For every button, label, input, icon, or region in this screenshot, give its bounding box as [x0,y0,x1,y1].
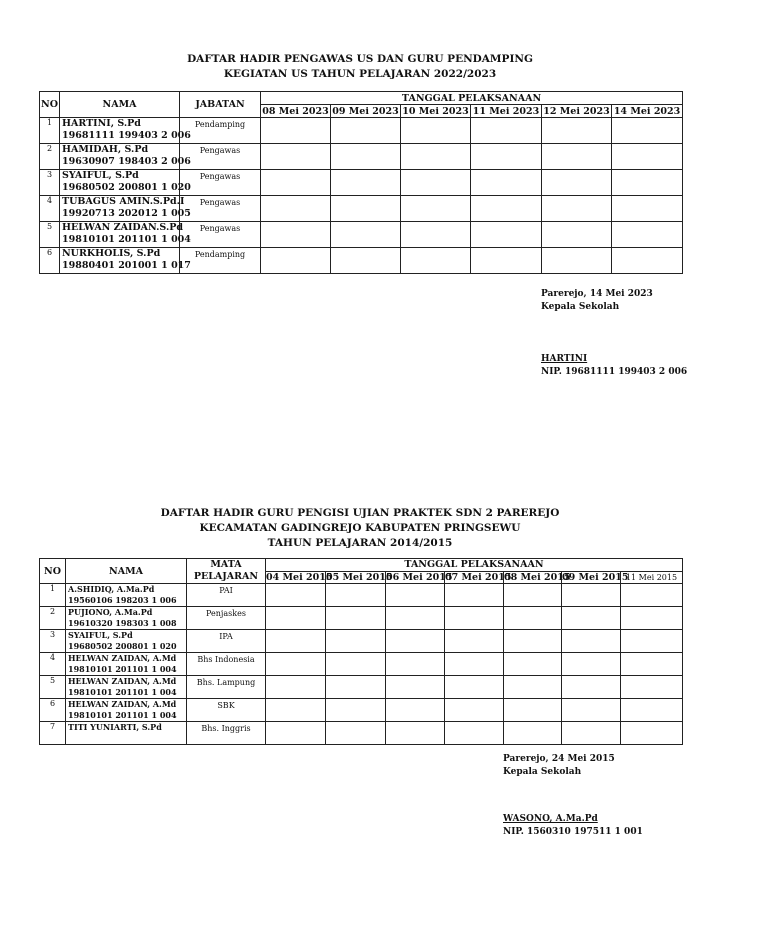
doc2-header-tanggal: TANGGAL PELAKSANAAN [266,559,683,572]
doc1-title-line2: KEGIATAN US TAHUN PELAJARAN 2022/2023 [223,68,497,80]
doc1-table-row [40,196,683,222]
doc2-attendance-table [39,558,683,745]
signature-cell[interactable] [261,196,331,222]
signature-cell[interactable] [445,630,504,653]
signature-cell[interactable] [621,607,683,630]
doc2-title-line1: DAFTAR HADIR GURU PENGISI UJIAN PRAKTEK SDN 2 PAREREJO [160,507,560,519]
signature-cell[interactable] [471,118,542,144]
doc1-table-row [40,248,683,274]
doc2-title-line3: TAHUN PELAJARAN 2014/2015 [267,537,453,549]
signature-name: WASONO, A.Ma.Pd [503,814,598,824]
row-number: 5 [40,676,66,699]
teacher-name: HELWAN ZAIDAN, A.Md [68,699,177,709]
teacher-nip: 19810101 201101 1 004 [68,664,177,674]
teacher-name: SYAIFUL, S.Pd [68,630,133,640]
teacher-nip: 19880401 201001 1 017 [62,260,191,271]
teacher-cell [66,676,187,699]
signature-cell[interactable] [504,653,562,676]
signature-cell[interactable] [266,584,326,607]
mapel-cell: SBK [187,699,266,722]
teacher-cell [66,630,187,653]
signature-cell[interactable] [386,607,445,630]
signature-cell[interactable] [266,722,326,745]
signature-cell[interactable] [401,196,471,222]
signature-cell[interactable] [542,170,612,196]
signature-cell[interactable] [326,722,386,745]
teacher-name: PUJIONO, A.Ma.Pd [68,607,153,617]
doc2-date-header: 05 Mei 2015 [326,571,393,583]
signature-role: Kepala Sekolah [503,767,582,777]
doc2-table-row [40,699,683,722]
doc2-table-row [40,722,683,745]
signature-cell[interactable] [612,170,683,196]
signature-cell[interactable] [612,118,683,144]
doc1-table-row [40,170,683,196]
teacher-cell [66,584,187,607]
doc1-table-row [40,144,683,170]
doc2-header-mapel [187,559,266,584]
teacher-cell [66,607,187,630]
signature-place-date: Parerejo, 14 Mei 2023 [541,289,653,299]
mapel-cell: Bhs. Inggris [187,722,266,745]
signature-cell[interactable] [504,676,562,699]
signature-place-date: Parerejo, 24 Mei 2015 [503,754,615,764]
signature-cell[interactable] [504,607,562,630]
signature-cell[interactable] [401,248,471,274]
jabatan-cell: Pendamping [180,248,261,274]
signature-cell[interactable] [621,699,683,722]
signature-cell[interactable] [386,630,445,653]
row-number: 7 [40,722,66,745]
signature-cell[interactable] [331,196,401,222]
signature-cell[interactable] [266,630,326,653]
mapel-cell: Bhs. Lampung [187,676,266,699]
jabatan-cell: Pengawas [180,222,261,248]
mapel-cell: PAI [187,584,266,607]
signature-cell[interactable] [612,248,683,274]
signature-cell[interactable] [562,722,621,745]
signature-cell[interactable] [266,607,326,630]
teacher-name: HARTINI, S.Pd [62,118,141,129]
signature-cell[interactable] [471,222,542,248]
doc1-header-tanggal: TANGGAL PELAKSANAAN [261,92,683,105]
row-number: 2 [40,607,66,630]
teacher-cell [60,196,191,222]
signature-cell[interactable] [445,699,504,722]
teacher-cell [60,222,191,248]
signature-cell[interactable] [445,653,504,676]
signature-cell[interactable] [562,607,621,630]
doc2-table-row [40,676,683,699]
signature-cell[interactable] [386,722,445,745]
signature-cell[interactable] [266,653,326,676]
signature-cell[interactable] [504,584,562,607]
signature-cell[interactable] [261,144,331,170]
teacher-cell [66,699,187,722]
row-number: 4 [40,196,60,222]
teacher-cell [66,653,187,676]
doc2-date-header: 07 Mei 2015 [445,571,512,583]
signature-cell[interactable] [331,248,401,274]
mapel-cell: Penjaskes [187,607,266,630]
doc1-date-header: 14 Mei 2023 [612,105,683,118]
jabatan-cell: Pengawas [180,170,261,196]
doc2-date-header: 06 Mei 2015 [386,571,453,583]
doc2-table-row [40,607,683,630]
signature-cell[interactable] [261,248,331,274]
doc1-date-header: 09 Mei 2023 [332,105,399,117]
doc1-date-header: 11 Mei 2023 [471,105,542,118]
signature-cell[interactable] [326,584,386,607]
signature-cell[interactable] [326,699,386,722]
signature-cell[interactable] [621,676,683,699]
row-number: 5 [40,222,60,248]
teacher-nip: 19810101 201101 1 004 [68,687,177,697]
teacher-cell [60,118,191,144]
signature-cell[interactable] [445,584,504,607]
doc2-title-line2: KECAMATAN GADINGREJO KABUPATEN PRINGSEWU [199,522,521,534]
signature-cell[interactable] [621,722,683,745]
teacher-cell [60,248,191,274]
doc2-signature-block [503,753,643,839]
signature-cell[interactable] [386,676,445,699]
signature-cell[interactable] [612,222,683,248]
doc1-header-no: NO [40,92,60,118]
row-number: 2 [40,144,60,170]
signature-cell[interactable] [542,118,612,144]
teacher-name: HAMIDAH, S.Pd [62,144,149,155]
doc2-header-mapel-line1: MATA [210,559,242,570]
doc2-table-row [40,630,683,653]
signature-cell[interactable] [261,222,331,248]
teacher-nip: 19680502 200801 1 020 [68,641,177,651]
signature-cell[interactable] [621,584,683,607]
signature-cell[interactable] [445,722,504,745]
mapel-cell: IPA [187,630,266,653]
teacher-nip: 19680502 200801 1 020 [62,182,191,193]
signature-cell[interactable] [471,248,542,274]
teacher-nip: 19610320 198303 1 008 [68,618,177,628]
teacher-nip: 19810101 201101 1 004 [62,234,191,245]
signature-cell[interactable] [386,584,445,607]
signature-cell[interactable] [401,170,471,196]
jabatan-cell: Pengawas [180,144,261,170]
teacher-nip: 19920713 202012 1 005 [62,208,191,219]
signature-cell[interactable] [386,653,445,676]
signature-cell[interactable] [471,170,542,196]
doc1-signature-block [541,288,687,379]
teacher-cell [60,144,191,170]
signature-cell[interactable] [331,222,401,248]
teacher-name: HELWAN ZAIDAN.S.Pd [62,222,184,233]
signature-cell[interactable] [471,144,542,170]
doc1-title [0,52,720,82]
row-number: 6 [40,699,66,722]
teacher-name: TUBAGUS AMIN.S.Pd.I [62,196,185,207]
signature-cell[interactable] [266,699,326,722]
row-number: 3 [40,170,60,196]
doc2-table-row [40,584,683,607]
signature-cell[interactable] [331,118,401,144]
teacher-name: HELWAN ZAIDAN, A.Md [68,653,177,663]
doc1-title-line1: DAFTAR HADIR PENGAWAS US DAN GURU PENDAMPING [187,53,533,65]
jabatan-cell: Pengawas [180,196,261,222]
doc1-date-header: 12 Mei 2023 [543,105,610,117]
teacher-nip: 19560106 198203 1 006 [68,595,177,605]
signature-cell[interactable] [261,118,331,144]
row-number: 3 [40,630,66,653]
signature-cell[interactable] [331,170,401,196]
signature-cell[interactable] [331,144,401,170]
signature-cell[interactable] [471,196,542,222]
doc2-date-header: 04 Mei 2015 [266,571,333,583]
jabatan-cell: Pendamping [180,118,261,144]
doc2-table-row [40,653,683,676]
teacher-nip: 19810101 201101 1 004 [68,710,177,720]
signature-cell[interactable] [504,722,562,745]
row-number: 1 [40,584,66,607]
row-number: 4 [40,653,66,676]
teacher-name: SYAIFUL, S.Pd [62,170,139,181]
doc2-header-nama: NAMA [66,559,187,584]
signature-cell[interactable] [562,699,621,722]
row-number: 6 [40,248,60,274]
doc1-header-jabatan: JABATAN [180,92,261,118]
signature-cell[interactable] [562,630,621,653]
doc2-date-header: 09 Mei 2015 [562,571,629,583]
signature-cell[interactable] [266,676,326,699]
teacher-name: A.SHIDIQ, A.Ma.Pd [68,584,155,594]
signature-cell[interactable] [261,170,331,196]
signature-cell[interactable] [562,653,621,676]
signature-name: HARTINI [541,354,588,364]
mapel-cell: Bhs Indonesia [187,653,266,676]
signature-cell[interactable] [562,584,621,607]
signature-role: Kepala Sekolah [541,302,620,312]
signature-cell[interactable] [612,144,683,170]
signature-cell[interactable] [401,118,471,144]
teacher-name: NURKHOLIS, S.Pd [62,248,161,259]
signature-cell[interactable] [542,196,612,222]
row-number: 1 [40,118,60,144]
teacher-cell [60,170,191,196]
doc2-header-no: NO [40,559,66,584]
signature-cell[interactable] [386,699,445,722]
doc1-header-nama: NAMA [60,92,180,118]
signature-cell[interactable] [401,144,471,170]
signature-cell[interactable] [504,699,562,722]
signature-cell[interactable] [504,630,562,653]
signature-cell[interactable] [401,222,471,248]
doc2-header-mapel-line2: PELAJARAN [193,571,259,582]
signature-nip: NIP. 19681111 199403 2 006 [541,367,688,377]
signature-cell[interactable] [326,653,386,676]
teacher-nip: 19681111 199403 2 006 [62,130,191,141]
doc2-date-header: 08 Mei 2015 [504,571,571,583]
signature-nip: NIP. 1560310 197511 1 001 [503,827,643,837]
doc1-date-header: 08 Mei 2023 [262,105,329,117]
signature-cell[interactable] [542,248,612,274]
signature-cell[interactable] [542,144,612,170]
signature-cell[interactable] [542,222,612,248]
doc2-date-header: 11 Mei 2015 [621,571,683,584]
signature-cell[interactable] [562,676,621,699]
signature-cell[interactable] [326,630,386,653]
signature-cell[interactable] [445,676,504,699]
signature-cell[interactable] [621,653,683,676]
signature-cell[interactable] [326,676,386,699]
doc2-title [0,506,720,551]
signature-cell[interactable] [326,607,386,630]
teacher-cell [66,722,187,745]
teacher-name: TITI YUNIARTI, S.Pd [68,722,162,732]
doc1-table-row [40,222,683,248]
signature-cell[interactable] [621,630,683,653]
doc1-attendance-table [39,91,683,274]
signature-cell[interactable] [445,607,504,630]
teacher-name: HELWAN ZAIDAN, A.Md [68,676,177,686]
teacher-nip: 19630907 198403 2 006 [62,156,191,167]
doc1-date-header: 10 Mei 2023 [402,105,469,117]
doc1-table-row [40,118,683,144]
signature-cell[interactable] [612,196,683,222]
